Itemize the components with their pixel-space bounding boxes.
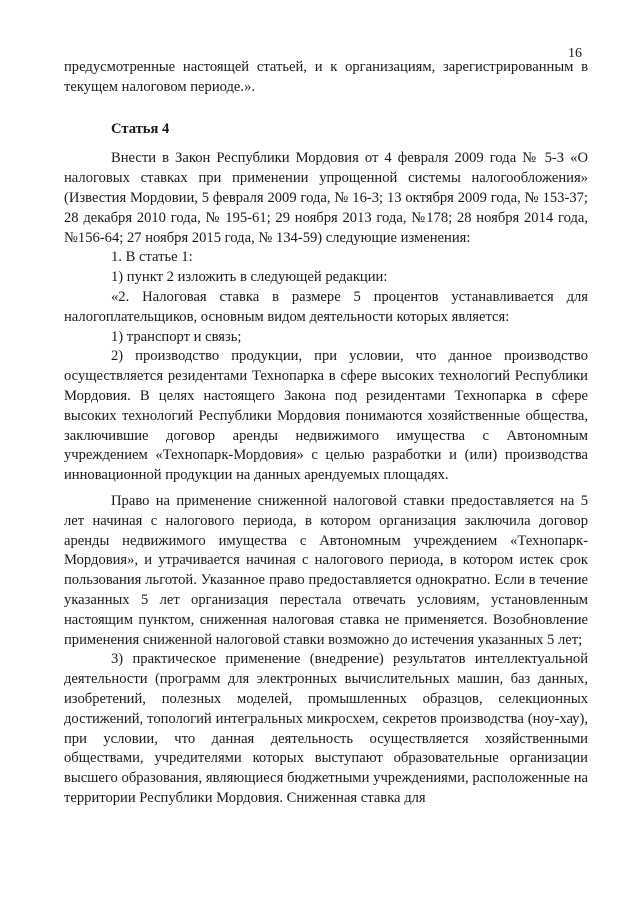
paragraph-intellectual: 3) практическое применение (внедрение) результатов интеллектуальной деятельности (программ для электронных вычислительных машин, баз данных, изобретений, полезных моделей, промышленных образцов, селекционных достижений, топологий интегральных микросхем, секретов производства (ноу-хау), при условии, что данная деятельность осуществляется хозяйственными обществами, учредителями которых выступают образовательные организации высшего образования, являющиеся бюджетными учреждениями, расположенные на территории Республики Мордовия. Сниженная ставка для bbox=[64, 651, 588, 806]
paragraph-subitem-1: 1) пункт 2 изложить в следующей редакции: bbox=[111, 269, 388, 286]
paragraph-rate: «2. Налоговая ставка в размере 5 процентов устанавливается для налогоплательщиков, основным видом деятельности которых является: bbox=[64, 288, 588, 325]
lead-paragraph: предусмотренные настоящей статьей, и к организациям, зарегистрированным в текущем налоговом периоде.». bbox=[64, 59, 588, 95]
article-title: Статья 4 bbox=[111, 120, 170, 137]
paragraph-item-1: 1. В статье 1: bbox=[111, 249, 193, 266]
paragraph-production: 2) производство продукции, при условии, что данное производство осуществляется резидентами Технопарка в сфере высоких технологий Республики Мордовия. В целях настоящего Закона под резидентами Технопарка в сфере высоких технологий Республики Мордовия понимаются хозяйственные общества, заключившие договор аренды недвижимого имущества с Автономным учреждением «Технопарк-Мордовия» с целью разработки и (или) производства инновационной продукции на данных арендуемых площадях. bbox=[64, 348, 588, 484]
page-number: 16 bbox=[568, 46, 582, 61]
paragraph-transport: 1) транспорт и связь; bbox=[111, 328, 242, 345]
document-body bbox=[64, 58, 588, 809]
paragraph-intro: Внести в Закон Республики Мордовия от 4 февраля 2009 года № 5-З «О налоговых ставках при применении упрощенной системы налогообложения» (Известия Мордовии, 5 февраля 2009 года, № 16-3; 13 октября 2009 года, № 153-37; 28 декабря 2010 года, № 195-61; 29 ноября 2013 года, №178; 28 ноября 2014 года, №156-64; 27 ноября 2015 года, № 134-59) следующие изменения: bbox=[64, 150, 588, 246]
paragraph-right: Право на применение сниженной налоговой ставки предоставляется на 5 лет начиная с налогового периода, в котором организация заключила договор аренды недвижимого имущества с Автономным учреждением «Технопарк-Мордовия», и утрачивается начиная с налогового периода, в котором истек срок пользования льготой. Указанное право предоставляется однократно. Если в течение указанных 5 лет организация перестала отвечать условиям, установленным настоящим пунктом, сниженная налоговая ставка не применяется. Возобновление применения сниженной налоговой ставки возможно до истечения указанных 5 лет; bbox=[64, 492, 588, 648]
